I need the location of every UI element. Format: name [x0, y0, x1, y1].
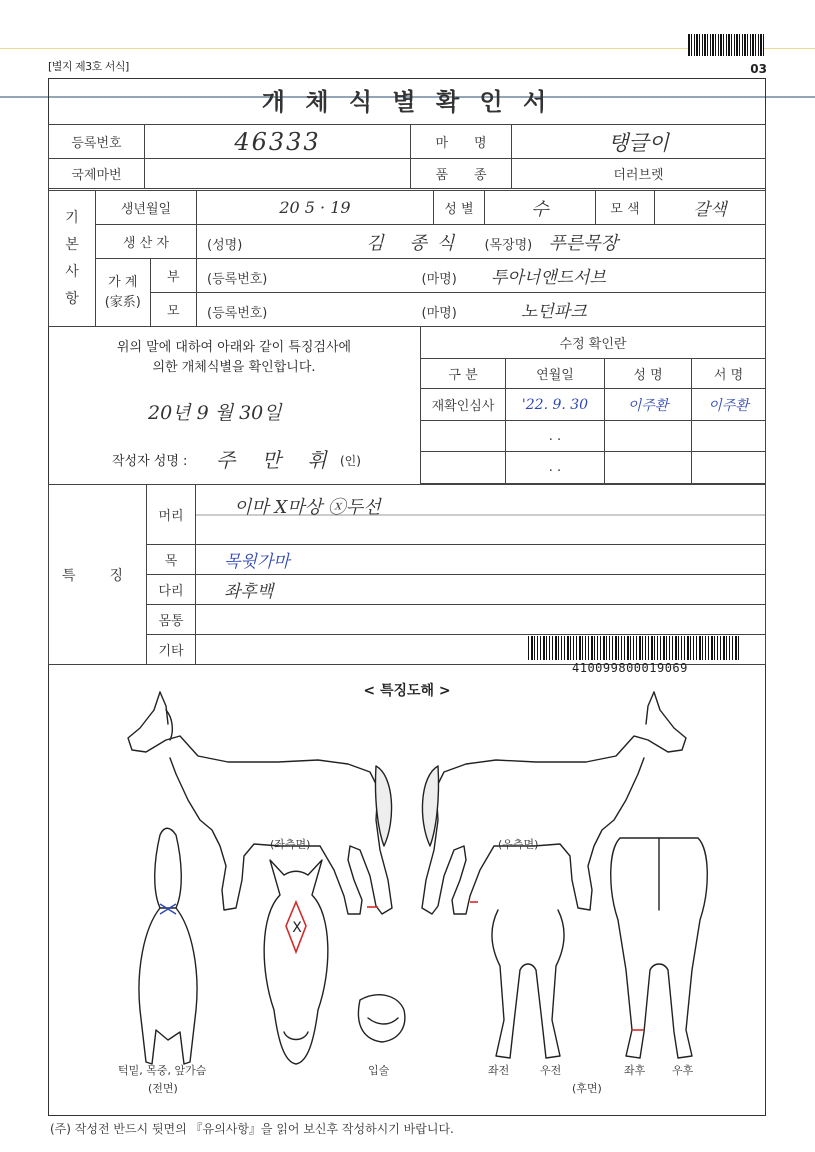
producer-name-value: 김 종식 [366, 232, 465, 254]
revision-row-sign: 이주환 [692, 389, 766, 421]
sex-label: 성 별 [433, 191, 484, 225]
revision-row-date: . . [506, 452, 605, 484]
confirmation-date: 20년 9 월 30일 [148, 402, 282, 424]
reg-no-label: 등록번호 [49, 125, 145, 159]
reg-no-value: 46333 [145, 125, 411, 159]
front-caption: 턱밑, 목중, 앞가슴 [118, 1064, 207, 1077]
leg-label: 다리 [147, 575, 196, 605]
form-tag: [별지 제3호 서식] [48, 60, 129, 73]
revision-table [420, 326, 766, 484]
author-seal: (인) [340, 454, 361, 468]
revision-row-name: 이주환 [605, 389, 692, 421]
revision-row-name [605, 421, 692, 452]
breed-value: 더러브렛 [512, 159, 766, 189]
producer-label: 생 산 자 [96, 225, 197, 259]
coat-value: 갈색 [654, 191, 765, 225]
sticker-barcode [528, 636, 740, 660]
front-body [139, 828, 197, 1064]
lip-caption: 입술 [368, 1064, 390, 1077]
statement-line1: 위의 말에 대하여 아래와 같이 특징검사에 [116, 340, 352, 355]
author-label: 작성자 성명 : [112, 454, 188, 469]
basic-section-text: 기 본 사 항 [65, 209, 79, 307]
birth-label: 생년월일 [96, 191, 197, 225]
family-sub-label: (家系) [104, 294, 141, 310]
author-name: 주 만 휘 [216, 448, 337, 472]
revision-row-name [605, 452, 692, 484]
producer-name-prefix: (성명) [207, 237, 243, 253]
revision-col-sign: 서 명 [692, 359, 766, 389]
neck-label: 목 [147, 545, 196, 575]
left-side-caption: (좌측면) [270, 838, 311, 851]
head-front [264, 860, 328, 1064]
birth-value: 20 5 · 19 [197, 191, 434, 225]
footer-note: (주) 작성전 반드시 뒷면의 『유의사항』을 읽어 보신후 작성하시기 바랍니다. [50, 1122, 454, 1136]
left-hind-caption: 좌후 [624, 1064, 646, 1077]
right-hind-caption: 우후 [672, 1064, 694, 1077]
neck-value: 목윗가마 [196, 545, 766, 575]
red-marks [286, 902, 644, 1030]
features-section-label: 특 징 [49, 485, 147, 665]
body-label: 몸통 [147, 605, 196, 635]
horse-diagram [48, 670, 766, 1115]
horse-name-label: 마 명 [411, 125, 512, 159]
sire-row [197, 259, 766, 293]
farm-value: 푸른목장 [548, 232, 618, 254]
coat-label: 모 색 [595, 191, 654, 225]
revision-row-type: 재확인심사 [421, 389, 506, 421]
family-label-cell [96, 259, 151, 327]
blue-neck-mark [160, 904, 176, 914]
horse-name-value: 탱글이 [512, 125, 766, 159]
intl-no-value [145, 159, 411, 189]
dam-row [197, 293, 766, 327]
sire-name-prefix: (마명) [421, 272, 457, 287]
revision-col-type: 구 분 [421, 359, 506, 389]
breed-label: 품 종 [411, 159, 512, 189]
sire-name-value: 투아너앤드서브 [490, 268, 606, 288]
sire-reg-prefix: (등록번호) [207, 272, 268, 287]
left-fore-caption: 좌전 [488, 1064, 510, 1077]
document-title: 개 체 식 별 확 인 서 [261, 88, 553, 116]
right-side-caption: (우측면) [498, 838, 539, 851]
front-label: (전면) [148, 1082, 178, 1095]
basic-info-table [48, 190, 766, 327]
whorl-x-mark: X [292, 920, 302, 936]
revision-col-date: 연월일 [506, 359, 605, 389]
family-label: 가 계 [108, 274, 138, 290]
etc-label: 기타 [147, 635, 196, 665]
dam-name-value: 노던파크 [520, 302, 587, 322]
intl-no-label: 국제마번 [49, 159, 145, 189]
registration-table [48, 124, 766, 189]
top-barcode [688, 34, 764, 56]
revision-title: 수정 확인란 [421, 327, 766, 359]
revision-row-date: . . [506, 421, 605, 452]
revision-row-date: '22. 9. 30 [506, 389, 605, 421]
sex-value: 수 [484, 191, 595, 225]
front-legs [492, 910, 564, 1058]
rear-label: (후면) [572, 1082, 602, 1095]
confirmation-block [48, 326, 421, 485]
statement-line2: 의한 개체식별을 확인합니다. [152, 360, 316, 375]
lip [358, 995, 404, 1042]
rear-legs [611, 838, 708, 1058]
body-value [196, 605, 766, 635]
right-fore-caption: 우전 [540, 1064, 562, 1077]
producer-row [197, 225, 766, 259]
head-label: 머리 [147, 485, 196, 545]
leg-value: 좌후백 [196, 575, 766, 605]
farm-prefix: (목장명) [484, 237, 533, 253]
revision-row-type [421, 421, 506, 452]
left-side-horse [128, 692, 392, 914]
dam-name-prefix: (마명) [421, 306, 457, 321]
head-value: 이마 X마상 ⓧ두선 [196, 485, 766, 545]
revision-row-type [421, 452, 506, 484]
sire-label: 부 [150, 259, 196, 293]
right-side-horse [422, 692, 686, 914]
diagram-title: < 특징도해 > [363, 683, 451, 699]
barcode-number: 410099800019069 [572, 661, 688, 675]
revision-row-sign [692, 452, 766, 484]
confirmation-statement [48, 338, 420, 378]
page-number: 03 [750, 62, 767, 76]
dam-label: 모 [150, 293, 196, 327]
dam-reg-prefix: (등록번호) [207, 306, 268, 321]
revision-col-name: 성 명 [605, 359, 692, 389]
basic-section-label [49, 191, 96, 327]
revision-row-sign [692, 421, 766, 452]
